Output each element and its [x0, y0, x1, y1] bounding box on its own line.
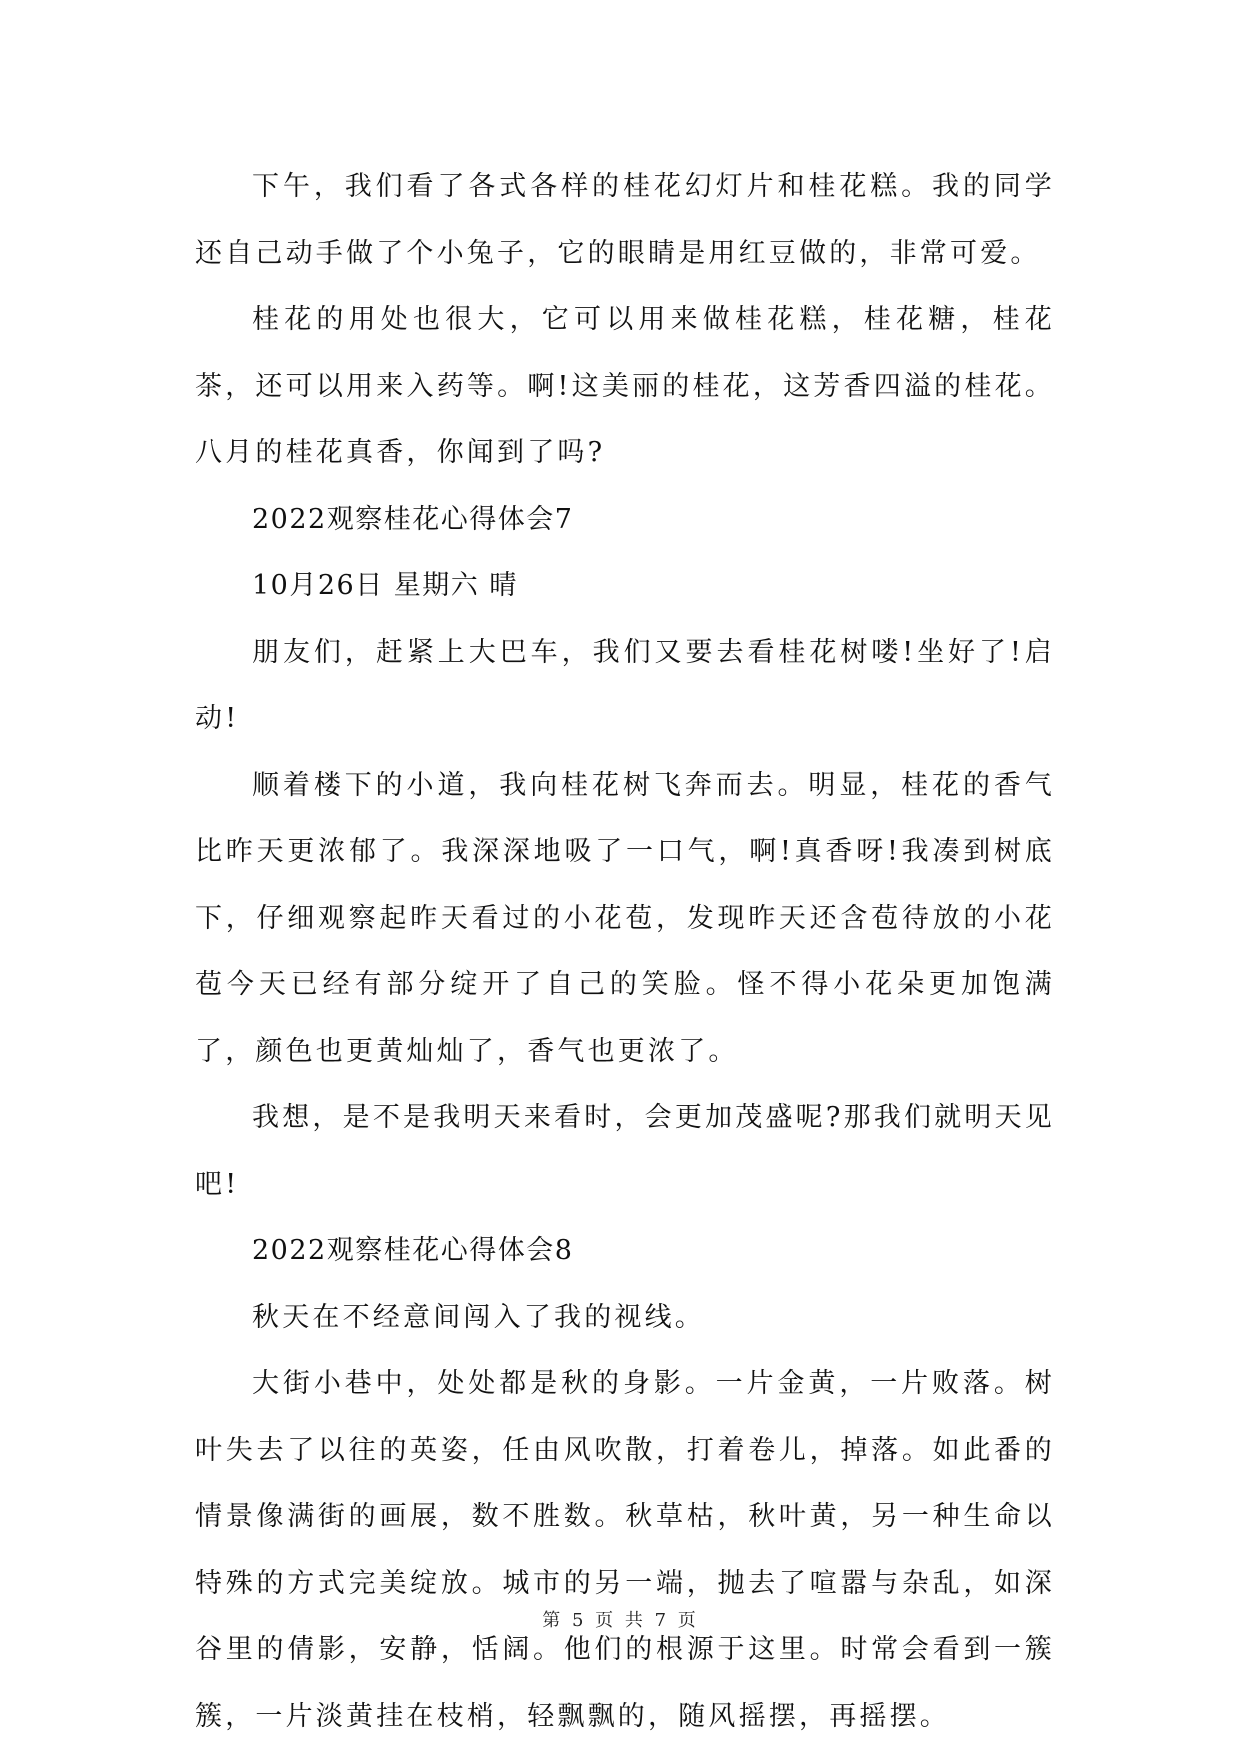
paragraph-autumn-streets: 大街小巷中，处处都是秋的身影。一片金黄，一片败落。树叶失去了以往的英姿，任由风吹散，打着卷儿，掉落。如此番的情景像满街的画展，数不胜数。秋草枯，秋叶黄，另一种生命以特殊的方式完美绽放。城市的另一端，抛去了喧嚣与杂乱，如深谷里的倩影，安静，恬阔。他们的根源于这里。时常会看到一簇簇，一片淡黄挂在枝梢，轻飘飘的，随风摇摆，再摇摆。 — [195, 1368, 1055, 1732]
paragraph-bus: 朋友们，赶紧上大巴车，我们又要去看桂花树喽!坐好了!启动! — [195, 636, 1055, 734]
paragraph-observe: 顺着楼下的小道，我向桂花树飞奔而去。明显，桂花的香气比昨天更浓郁了。我深深地吸了一口气，啊!真香呀!我凑到树底下，仔细观察起昨天看过的小花苞，发现昨天还含苞待放的小花苞今天已经有部分绽开了自己的笑脸。怪不得小花朵更加饱满了，颜色也更黄灿灿了，香气也更浓了。 — [195, 769, 1055, 1067]
section-heading-7: 2022观察桂花心得体会7 — [252, 503, 574, 535]
paragraph-tomorrow: 我想，是不是我明天来看时，会更加茂盛呢?那我们就明天见吧! — [195, 1102, 1055, 1200]
paragraph-uses: 桂花的用处也很大，它可以用来做桂花糕，桂花糖，桂花茶，还可以用来入药等。啊!这美丽的桂花，这芳香四溢的桂花。八月的桂花真香，你闻到了吗? — [195, 304, 1055, 468]
paragraph-afternoon: 下午，我们看了各式各样的桂花幻灯片和桂花糕。我的同学还自己动手做了个小兔子，它的眼睛是用红豆做的，非常可爱。 — [195, 171, 1055, 269]
section-heading-8: 2022观察桂花心得体会8 — [252, 1235, 574, 1266]
document-body — [195, 154, 1055, 1750]
date-line: 10月26日 星期六 晴 — [252, 570, 518, 601]
page-number: 第 5 页 共 7 页 — [542, 1610, 699, 1631]
paragraph-autumn-intro: 秋天在不经意间闯入了我的视线。 — [252, 1301, 705, 1333]
